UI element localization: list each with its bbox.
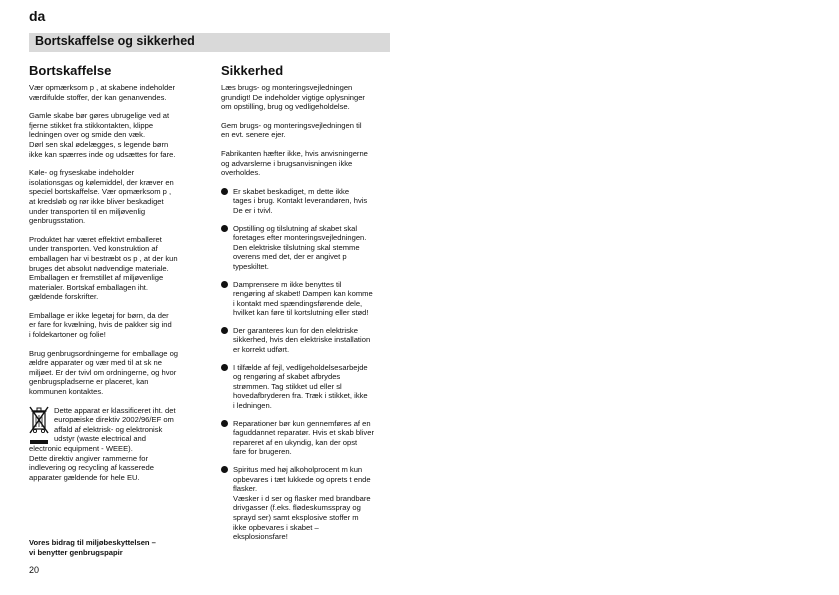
safety-column — [221, 63, 397, 550]
safety-bullet-item — [221, 280, 397, 318]
safety-paragraphs — [221, 83, 397, 178]
text-line: emballagen har vi bestræbt os p , at der kun — [29, 253, 178, 263]
weee-bar — [30, 440, 48, 444]
text-line: hvilket kan føre til kortslutning eller stød! — [233, 308, 369, 318]
bullet-dot-icon — [221, 364, 228, 371]
disposal-column — [29, 63, 199, 482]
text-line: Spiritus med høj alkoholprocent m kun — [233, 465, 363, 474]
text-line: speciel bortskaffelse. Vær opmærksom p , — [29, 187, 172, 197]
text-line: apparater gældende for hele EU. — [29, 472, 140, 482]
text-line: affald af elektrisk- og elektronisk — [54, 424, 163, 434]
disposal-heading: Bortskaffelse — [29, 63, 112, 78]
text-line: Læs brugs- og monteringsvejledningen — [221, 83, 353, 92]
bullet-dot-icon — [221, 188, 228, 195]
text-line: genbrugsstation. — [29, 216, 86, 226]
safety-bullet-item — [221, 326, 397, 355]
text-line: ikke kan spærres inde og udsættes for fare. — [29, 149, 176, 159]
text-line: Dette apparat er klassificeret iht. det — [54, 405, 176, 415]
text-line: Dette direktiv angiver rammerne for — [29, 453, 149, 463]
weee-text — [29, 406, 199, 483]
text-line: bruges det absolut nødvendige materiale. — [29, 263, 169, 273]
crossed-bin-icon — [29, 406, 49, 434]
text-line: europæiske direktiv 2002/96/EF om — [54, 415, 174, 425]
disposal-paragraph-1 — [29, 83, 199, 102]
text-line: grundigt! De indeholder vigtige oplysninger — [221, 92, 365, 102]
footer-note — [29, 538, 156, 557]
text-line: drivgasser (f.eks. flødeskumsspray og — [233, 503, 361, 513]
disposal-paragraph-2 — [29, 111, 199, 159]
text-line: hovedafbryderen fra. Træk i stikket, ikke — [233, 391, 368, 401]
text-line: sikkerhed, hvis den elektriske installation — [233, 335, 371, 345]
disposal-paragraph-6 — [29, 349, 199, 397]
text-line: i kontakt med spændingsførende dele, — [233, 298, 363, 308]
text-line: foretages efter monteringsvejledningen. — [233, 233, 367, 243]
text-line: en evt. senere ejer. — [221, 130, 286, 140]
text-line: udstyr (waste electrical and — [54, 434, 147, 444]
text-line: Emballage er ikke legetøj for børn, da der — [29, 310, 169, 320]
language-code: da — [29, 8, 46, 24]
text-line: om opstilling, brug og vedligeholdelse. — [221, 102, 350, 112]
safety-paragraph-2 — [221, 121, 397, 140]
safety-paragraph-3 — [221, 149, 397, 178]
text-line: Vær opmærksom p , at skabene indeholder — [29, 83, 176, 92]
text-line: ledningen over og smide den væk. — [29, 130, 146, 140]
text-line: under transporten. Ved konstruktion af — [29, 244, 158, 254]
text-line: gældende forskrifter. — [29, 292, 99, 302]
safety-bullet-item — [221, 363, 397, 411]
weee-notice — [29, 406, 199, 483]
text-line: Gamle skabe bør gøres ubrugelige ved at — [29, 111, 170, 121]
text-line: Brug genbrugsordningerne for emballage og — [29, 348, 179, 358]
safety-bullet-item — [221, 187, 397, 216]
text-line: ældre apparater og vær med til at sk ne — [29, 358, 162, 368]
text-line: er korrekt udført. — [233, 345, 290, 355]
text-line: materialer. Bortskaf emballagen iht. — [29, 282, 149, 292]
text-line: værdifulde stoffer, der kan genanvendes. — [29, 92, 167, 102]
text-line: faguddannet reparatør. Hvis et skab bliver — [233, 428, 374, 438]
safety-heading: Sikkerhed — [221, 63, 284, 78]
text-line: Damprensere m ikke benyttes til — [233, 279, 342, 289]
bullet-dot-icon — [221, 420, 228, 427]
safety-bullet-item — [221, 419, 397, 457]
text-line: Er skabet beskadiget, m dette ikke — [233, 186, 350, 196]
text-line: isolationsgas og kølemiddel, der kræver en — [29, 177, 174, 187]
text-line: electronic equipment - WEEE). — [29, 444, 133, 453]
text-line: ikke opbevares i skabet – — [233, 522, 319, 532]
safety-bullet-list — [221, 187, 397, 542]
safety-bullet-item — [221, 465, 397, 542]
text-line: Opstilling og tilslutning af skabet skal — [233, 223, 358, 233]
text-line: genbrugspladserne er placeret, kan — [29, 377, 149, 387]
section-title: Bortskaffelse og sikkerhed — [35, 34, 195, 48]
footer-line: Vores bidrag til miljøbeskyttelsen – — [29, 538, 156, 547]
text-line: Reparationer bør kun gennemføres af en — [233, 418, 371, 428]
text-line: kommunen kontaktes. — [29, 387, 104, 397]
text-line: repareret af en ukyndig, kan der opst — [233, 437, 358, 447]
text-line: sprayd ser) samt eksplosive stoffer m — [233, 512, 359, 522]
text-line: De er i tvivl. — [233, 205, 273, 215]
text-line: Køle- og fryseskabe indeholder — [29, 168, 135, 178]
bullet-dot-icon — [221, 327, 228, 334]
page-number: 20 — [29, 565, 40, 575]
text-line: Gem brugs- og monteringsvejledningen til — [221, 120, 362, 130]
text-line: overens med det, der er angivet p — [233, 252, 347, 262]
text-line: Dørl sen skal ødelægges, s legende børn — [29, 139, 169, 149]
text-line: Der garanteres kun for den elektriske — [233, 325, 358, 335]
footer-line: vi benytter genbrugspapir — [29, 547, 123, 557]
text-line: flasker. — [233, 484, 258, 494]
text-line: i ledningen. — [233, 401, 272, 411]
text-line: opbevares i tæt lukkede og oprets t ende — [233, 474, 371, 484]
bullet-dot-icon — [221, 225, 228, 232]
text-line: Emballagen er fremstillet af miljøvenlige — [29, 273, 164, 283]
text-line: indlevering og recycling af kasserede — [29, 463, 154, 473]
text-line: at kredsløb og rør ikke bliver beskadiget — [29, 196, 164, 206]
safety-bullet-item — [221, 224, 397, 272]
section-banner — [29, 33, 390, 52]
bullet-dot-icon — [221, 281, 228, 288]
disposal-paragraph-3 — [29, 168, 199, 226]
safety-paragraph-1 — [221, 83, 397, 112]
text-line: Produktet har været effektivt emballeret — [29, 234, 162, 244]
text-line: Den elektriske tilslutning skal stemme — [233, 242, 360, 252]
text-line: miljøet. Er der tvivl om ordningerne, og hvor — [29, 367, 177, 377]
disposal-paragraph-5 — [29, 311, 199, 340]
text-line: strømmen. Tag stikket ud eller sl — [233, 381, 342, 391]
text-line: fare for brugeren. — [233, 447, 292, 457]
text-line: rengøring af skabet! Dampen kan komme — [233, 289, 373, 299]
text-line: og advarslerne i brugsanvisningen ikke — [221, 158, 353, 168]
text-line: under transporten til en miljøvenlig — [29, 206, 146, 216]
bullet-dot-icon — [221, 466, 228, 473]
text-line: er fare for kvælning, hvis de pakker sig ind — [29, 320, 172, 330]
text-line: Fabrikanten hæfter ikke, hvis anvisningerne — [221, 148, 368, 158]
text-line: Væsker i d ser og flasker med brandbare — [233, 493, 371, 503]
text-line: tages i brug. Kontakt leverandøren, hvis — [233, 196, 368, 206]
text-line: fjerne stikket fra stikkontakten, klippe — [29, 120, 154, 130]
text-line: overholdes. — [221, 168, 261, 178]
disposal-paragraphs — [29, 83, 199, 397]
text-line: eksplosionsfare! — [233, 532, 288, 542]
text-line: I tilfælde af fejl, vedligeholdelsesarbejde — [233, 362, 368, 372]
disposal-paragraph-4 — [29, 235, 199, 302]
text-line: typeskiltet. — [233, 261, 269, 271]
text-line: i foldekartoner og folie! — [29, 330, 106, 340]
text-line: og rengøring af skabet afbrydes — [233, 372, 341, 382]
